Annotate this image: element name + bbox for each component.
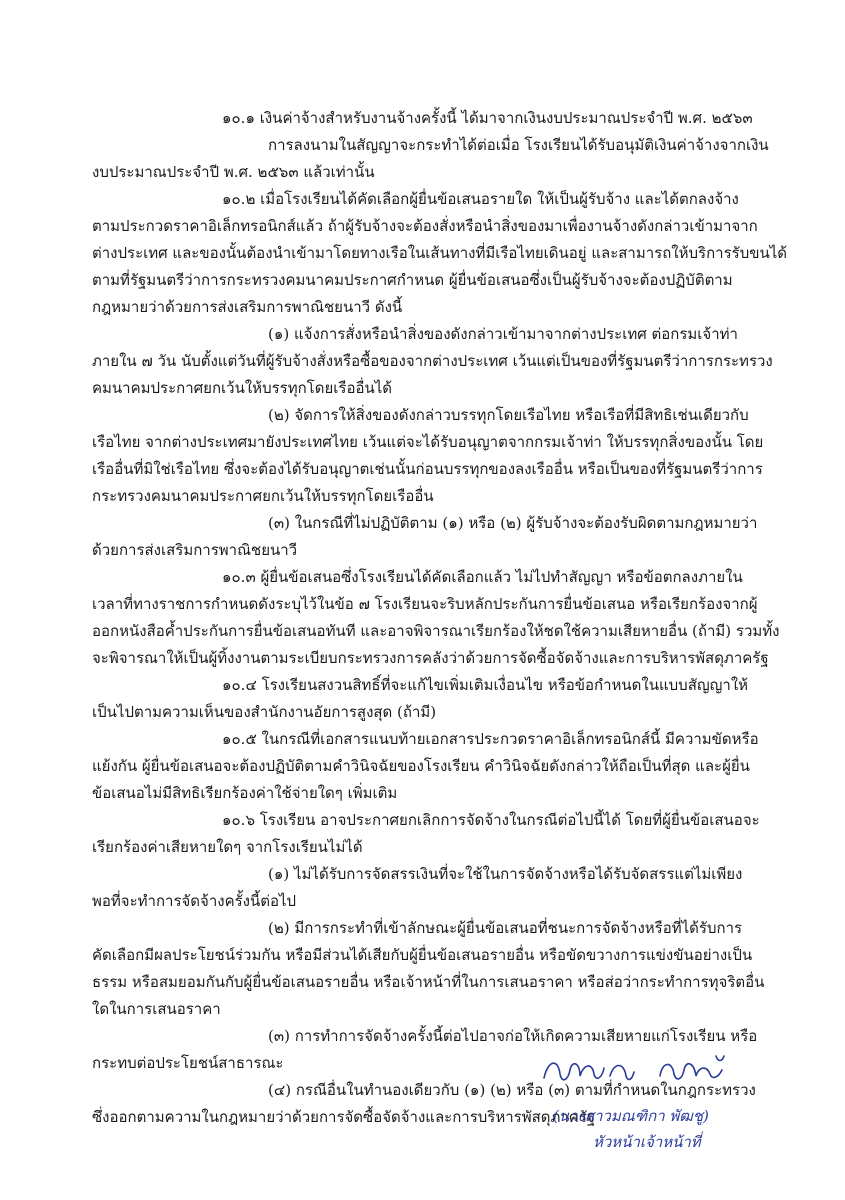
- doc-line: ซึ่งออกตามความในกฎหมายว่าด้วยการจัดซื้อจัดจ้างและการบริหารพัสดุภาครัฐ: [92, 1108, 596, 1126]
- doc-line: (๔) กรณีอื่นในทำนองเดียวกับ (๑) (๒) หรือ (๓) ตามที่กำหนดในกฎกระทรวง: [268, 1081, 756, 1099]
- doc-line: คัดเลือกมีผลประโยชน์ร่วมกัน หรือมีส่วนได้เสียกับผู้ยื่นข้อเสนอรายอื่น หรือขัดขวางการแข่งขันอย่างเป็น: [92, 946, 753, 964]
- doc-line: กระทบต่อประโยชน์สาธารณะ: [92, 1054, 284, 1072]
- doc-line: ต่างประเทศ และของนั้นต้องนำเข้ามาโดยทางเรือในเส้นทางที่มีเรือไทยเดินอยู่ และสามารถให้บริการรับขนได้: [92, 244, 788, 262]
- doc-line: คมนาคมประกาศยกเว้นให้บรรทุกโดยเรืออื่นได้: [92, 379, 392, 397]
- doc-line: แย้งกัน ผู้ยื่นข้อเสนอจะต้องปฏิบัติตามคำวินิจฉัยของโรงเรียน คำวินิจฉัยดังกล่าวให้ถือเป็นที่สุด และผู้ยื่น: [92, 757, 750, 775]
- signatory-position: หัวหน้าเจ้าหน้าที่: [593, 1133, 701, 1151]
- doc-line: พอที่จะทำการจัดจ้างครั้งนี้ต่อไป: [92, 892, 297, 910]
- doc-line: ๑๐.๕ ในกรณีที่เอกสารแนบท้ายเอกสารประกวดราคาอิเล็กทรอนิกส์นี้ มีความขัดหรือ: [222, 730, 759, 748]
- doc-line: ตามประกวดราคาอิเล็กทรอนิกส์แล้ว ถ้าผู้รับจ้างจะต้องสั่งหรือนำสิ่งของมาเพื่องานจ้างดังกล่าวเข้ามาจาก: [92, 217, 758, 235]
- doc-line: เรียกร้องค่าเสียหายใดๆ จากโรงเรียนไม่ได้: [92, 838, 363, 856]
- doc-line: จะพิจารณาให้เป็นผู้ทิ้งงานตามระเบียบกระทรวงการคลังว่าด้วยการจัดซื้อจัดจ้างและการบริหารพัสดุภาครัฐ: [92, 649, 769, 667]
- doc-line: กระทรวงคมนาคมประกาศยกเว้นให้บรรทุกโดยเรืออื่น: [92, 487, 434, 505]
- doc-line: ข้อเสนอไม่มีสิทธิเรียกร้องค่าใช้จ่ายใดๆ เพิ่มเติม: [92, 784, 398, 802]
- doc-line: ด้วยการส่งเสริมการพาณิชยนาวี: [92, 541, 298, 559]
- doc-line: ๑๐.๖ โรงเรียน อาจประกาศยกเลิกการจัดจ้างในกรณีต่อไปนี้ได้ โดยที่ผู้ยื่นข้อเสนอจะ: [222, 811, 760, 829]
- doc-line: (๑) ไม่ได้รับการจัดสรรเงินที่จะใช้ในการจัดจ้างหรือได้รับจัดสรรแต่ไม่เพียง: [268, 865, 743, 883]
- doc-line: เวลาที่ทางราชการกำหนดดังระบุไว้ในข้อ ๗ โรงเรียนจะริบหลักประกันการยื่นข้อเสนอ หรือเรียกร้องจากผู้: [92, 595, 758, 613]
- doc-line: ๑๐.๓ ผู้ยื่นข้อเสนอซึ่งโรงเรียนได้คัดเลือกแล้ว ไม่ไปทำสัญญา หรือข้อตกลงภายใน: [222, 568, 743, 586]
- signatory-name: (นางสาวมณฑิกา พัฒชู): [553, 1107, 709, 1125]
- doc-line: ธรรม หรือสมยอมกันกับผู้ยื่นข้อเสนอรายอื่น หรือเจ้าหน้าที่ในการเสนอราคา หรือส่อว่ากระทำการทุจริตอื่น: [92, 973, 765, 991]
- signature-scribble: [540, 1050, 740, 1088]
- doc-line: ๑๐.๒ เมื่อโรงเรียนได้คัดเลือกผู้ยื่นข้อเสนอรายใด ให้เป็นผู้รับจ้าง และได้ตกลงจ้าง: [222, 190, 739, 208]
- doc-line: ภายใน ๗ วัน นับตั้งแต่วันที่ผู้รับจ้างสั่งหรือซื้อของจากต่างประเทศ เว้นแต่เป็นของที่รัฐมนตรีว่าการกระทรวง: [92, 352, 773, 370]
- doc-line: ตามที่รัฐมนตรีว่าการกระทรวงคมนาคมประกาศกำหนด ผู้ยื่นข้อเสนอซึ่งเป็นผู้รับจ้างจะต้องปฏิบัติตาม: [92, 271, 733, 289]
- doc-line: เป็นไปตามความเห็นของสำนักงานอัยการสูงสุด (ถ้ามี): [92, 703, 437, 721]
- doc-line: ออกหนังสือค้ำประกันการยื่นข้อเสนอทันที และอาจพิจารณาเรียกร้องให้ชดใช้ความเสียหายอื่น (ถ้ามี) รวมทั้ง: [92, 622, 780, 640]
- doc-line: การลงนามในสัญญาจะกระทำได้ต่อเมื่อ โรงเรียนได้รับอนุมัติเงินค่าจ้างจากเงิน: [268, 136, 769, 154]
- doc-line: เรือไทย จากต่างประเทศมายังประเทศไทย เว้นแต่จะได้รับอนุญาตจากกรมเจ้าท่า ให้บรรทุกสิ่งของนั้น โดย: [92, 433, 764, 451]
- doc-line: (๒) มีการกระทำที่เข้าลักษณะผู้ยื่นข้อเสนอที่ชนะการจัดจ้างหรือที่ได้รับการ: [268, 919, 743, 937]
- doc-line: ๑๐.๑ เงินค่าจ้างสำหรับงานจ้างครั้งนี้ ได้มาจากเงินงบประมาณประจำปี พ.ศ. ๒๕๖๓: [222, 109, 753, 127]
- doc-line: ๑๐.๔ โรงเรียนสงวนสิทธิ์ที่จะแก้ไขเพิ่มเติมเงื่อนไข หรือข้อกำหนดในแบบสัญญาให้: [222, 676, 749, 694]
- doc-line: (๓) ในกรณีที่ไม่ปฏิบัติตาม (๑) หรือ (๒) ผู้รับจ้างจะต้องรับผิดตามกฎหมายว่า: [268, 514, 758, 532]
- doc-line: (๒) จัดการให้สิ่งของดังกล่าวบรรทุกโดยเรือไทย หรือเรือที่มีสิทธิเช่นเดียวกับ: [268, 406, 749, 424]
- doc-line: กฎหมายว่าด้วยการส่งเสริมการพาณิชยนาวี ดังนี้: [92, 298, 403, 316]
- doc-line: ใดในการเสนอราคา: [92, 1000, 221, 1018]
- doc-line: (๑) แจ้งการสั่งหรือนำสิ่งของดังกล่าวเข้ามาจากต่างประเทศ ต่อกรมเจ้าท่า: [268, 325, 738, 343]
- doc-line: งบประมาณประจำปี พ.ศ. ๒๕๖๓ แล้วเท่านั้น: [92, 163, 375, 181]
- doc-line: (๓) การทำการจัดจ้างครั้งนี้ต่อไปอาจก่อให้เกิดความเสียหายแก่โรงเรียน หรือ: [268, 1027, 758, 1045]
- doc-line: เรืออื่นที่มิใช่เรือไทย ซึ่งจะต้องได้รับอนุญาตเช่นนั้นก่อนบรรทุกของลงเรืออื่น หรือเป็นของที่รัฐมนตรีว่าการ: [92, 460, 763, 478]
